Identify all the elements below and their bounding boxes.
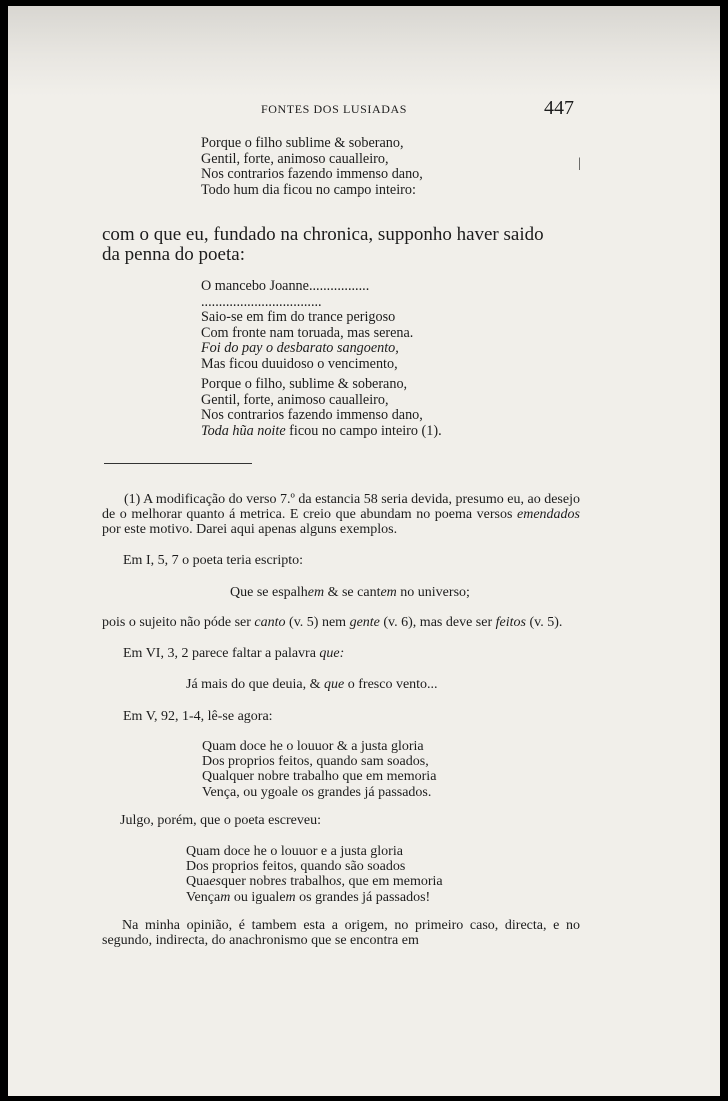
italic-word: que xyxy=(324,677,345,692)
verse-line: Com fronte nam toruada, mas serena. xyxy=(201,324,414,341)
verse-text: Vença xyxy=(186,889,221,905)
italic-word: emendados xyxy=(517,507,580,522)
verse-line: Nos contrarios fazendo immenso dano, xyxy=(201,407,423,424)
intro-text: Em VI, 3, 2 parece faltar a palavra xyxy=(123,646,320,661)
example-intro: Em I, 5, 7 o poeta teria escripto: xyxy=(123,553,303,568)
example-intro: Em V, 92, 1-4, lê-se agora: xyxy=(123,709,273,724)
prose-line: da penna do poeta: xyxy=(102,244,245,265)
italic-word: que: xyxy=(319,646,345,661)
verse-text: ficou no campo inteiro (1). xyxy=(285,422,442,439)
verse-line: Porque o filho, sublime & soberano, xyxy=(201,376,408,392)
book-page xyxy=(8,6,720,1096)
verse-line: Gentil, forte, animoso caualleiro, xyxy=(201,391,389,408)
verse-line xyxy=(201,424,442,440)
italic-word: canto xyxy=(254,615,286,630)
verse-text: os grandes já passados! xyxy=(295,889,431,905)
proposed-stanza xyxy=(186,844,443,905)
italic-phrase: Toda hũa noite xyxy=(201,422,286,439)
verse-text: trabalho xyxy=(286,874,337,890)
footnote-text: por este motivo. Darei aqui apenas alguns exemplos. xyxy=(102,522,398,537)
verse-text: o fresco vento... xyxy=(344,677,438,692)
verse-text: & se cant xyxy=(324,585,381,600)
verse-text: Qua xyxy=(186,874,210,890)
verse-line: O mancebo Joanne................. xyxy=(201,278,370,294)
footnote-text: (1) A modificação do verso 7.º da estancia 58 seria devida, presumo eu, ao desejo de o melhorar quanto á metrica. E creio que abundam no poema versos xyxy=(102,492,580,522)
verse-text: Que se espalh xyxy=(230,585,308,600)
verse-text: , que em memoria xyxy=(341,874,443,890)
quoted-stanza xyxy=(202,739,436,800)
italic-fragment: em xyxy=(380,585,397,600)
prose-paragraph xyxy=(102,225,580,245)
margin-mark: | xyxy=(578,156,581,171)
verse-line: Dos proprios feitos, quando são soados xyxy=(186,859,406,875)
verse-text: Já mais do que deuia, & xyxy=(186,677,325,692)
page-number: 447 xyxy=(544,97,574,119)
verse-text: no universo; xyxy=(396,585,470,600)
explanation-paragraph xyxy=(102,615,580,630)
stanza-reconstructed-b xyxy=(201,377,442,439)
explanation-text: (v. 5) nem xyxy=(289,615,347,630)
closing-paragraph xyxy=(102,918,580,948)
judgement-line: Julgo, porém, que o poeta escreveu: xyxy=(120,813,321,828)
italic-fragment: es xyxy=(209,874,221,890)
verse-line: Vença, ou ygoale os grandes já passados. xyxy=(202,784,432,800)
verse-line: .................................. xyxy=(201,293,322,310)
closing-text: Na minha opinião, é tambem esta a origem, no primeiro caso, directa, e no segundo, indirecta, do anachronismo que se encontra em xyxy=(102,918,580,948)
italic-fragment: s xyxy=(336,874,342,890)
verse-text: ou iguale xyxy=(230,889,286,905)
italic-fragment: s xyxy=(281,874,287,890)
stanza-original xyxy=(201,136,423,198)
verse-line: Dos proprios feitos, quando sam soados, xyxy=(202,754,429,770)
verse-text: quer nobre xyxy=(221,874,282,890)
verse-line: Quam doce he o louuor & a justa gloria xyxy=(202,739,424,754)
italic-word: gente xyxy=(349,615,380,630)
verse-line: Nos contrarios fazendo immenso dano, xyxy=(201,166,423,183)
running-title: FONTES DOS LUSIADAS xyxy=(261,102,408,116)
stanza-reconstructed xyxy=(201,279,413,373)
example-verse xyxy=(186,677,438,692)
footnote-paragraph xyxy=(102,492,580,537)
verse-line xyxy=(186,874,443,889)
verse-line: Porque o filho sublime & soberano, xyxy=(201,135,404,151)
footnote-rule xyxy=(104,463,252,464)
verse-line: Qualquer nobre trabalho que em memoria xyxy=(202,769,437,785)
italic-fragment: m xyxy=(285,889,296,905)
example-intro xyxy=(123,646,344,661)
verse-line: Saio-se em fim do trance perigoso xyxy=(201,309,396,326)
verse-line: Gentil, forte, animoso caualleiro, xyxy=(201,150,389,167)
explanation-text: pois o sujeito não póde ser xyxy=(102,615,251,630)
italic-fragment: m xyxy=(220,889,231,905)
italic-word: feitos xyxy=(495,615,526,630)
example-verse xyxy=(230,585,470,600)
verse-line xyxy=(186,890,443,905)
verse-line: Mas ficou duuidoso o vencimento, xyxy=(201,355,398,372)
explanation-text: (v. 6), mas deve ser xyxy=(383,615,493,630)
explanation-text: (v. 5). xyxy=(529,615,563,630)
italic-fragment: em xyxy=(307,585,325,600)
verse-line: Foi do pay o desbarato sangoento, xyxy=(201,340,399,357)
verse-line: Todo hum dia ficou no campo inteiro: xyxy=(201,181,416,198)
prose-line: com o que eu, fundado na chronica, supponho haver saido xyxy=(102,224,544,245)
verse-line: Quam doce he o louuor e a justa gloria xyxy=(186,844,403,859)
